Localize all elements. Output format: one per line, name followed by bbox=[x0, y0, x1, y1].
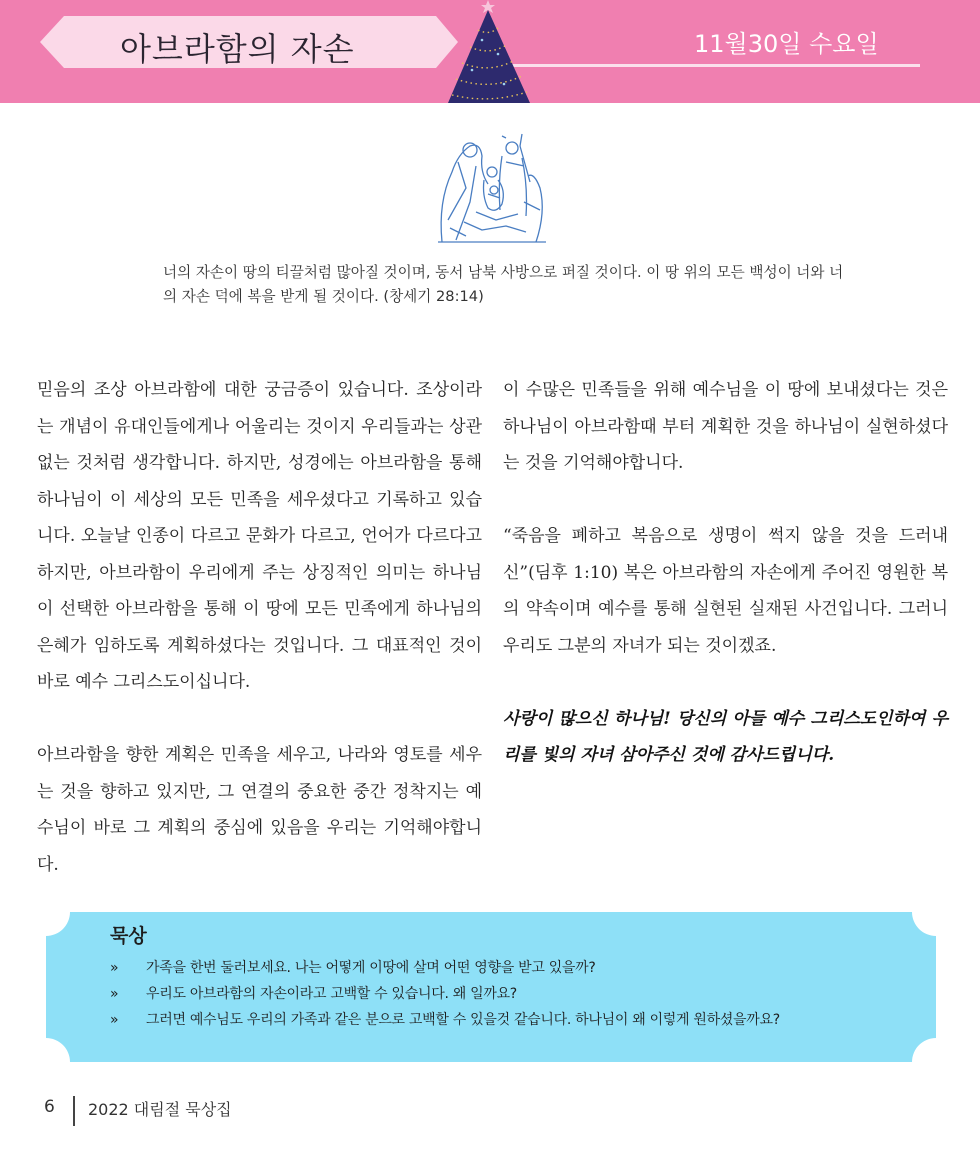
scripture-verse: 너의 자손이 땅의 티끌처럼 많아질 것이며, 동서 남북 사방으로 퍼질 것이다. 이 땅 위의 모든 백성이 너와 너의 자손 덕에 복을 받게 될 것이다. (창세기 28:14) bbox=[163, 264, 844, 305]
bullet-icon: » bbox=[110, 960, 119, 976]
body-paragraph: 이 수많은 민족들을 위해 예수님을 이 땅에 보내셨다는 것은 하나님이 아브라함때 부터 계획한 것을 하나님이 실현하셨다는 것을 기억해야합니다. bbox=[503, 380, 948, 473]
body-right-column bbox=[503, 372, 948, 774]
prayer-text: 사랑이 많으신 하나님! 당신의 아들 예수 그리스도인하여 우리를 빛의 자녀 삼아주신 것에 감사드립니다. bbox=[503, 708, 948, 765]
nativity-icon bbox=[436, 132, 548, 244]
body-paragraph: 아브라함을 향한 계획은 민족을 세우고, 나라와 영토를 세우는 것을 향하고 있지만, 그 연결의 중요한 중간 정착지는 예수님이 바로 그 계획의 중심에 있음을 우리는 기억해야합니다. bbox=[37, 745, 482, 875]
title-tag bbox=[40, 16, 458, 68]
question-text: 그러면 예수님도 우리의 가족과 같은 분으로 고백할 수 있을것 같습니다. 하나님이 왜 이렇게 원하셨을까요? bbox=[146, 1012, 780, 1028]
date-label: 11월30일 수요일 bbox=[694, 30, 879, 58]
body-left-column bbox=[37, 372, 482, 883]
bullet-icon: » bbox=[110, 1012, 119, 1028]
body-paragraph: 믿음의 조상 아브라함에 대한 궁금증이 있습니다. 조상이라는 개념이 유대인들에게나 어울리는 것이지 우리들과는 상관없는 것처럼 생각합니다. 하지만, 성경에는 아브라함을 통해 하나님이 이 세상의 모든 민족을 세우셨다고 기록하고 있습니다. 오늘날 인종이 다르고 문화가 다르고, 언어가 다르다고 하지만, 아브라함이 우리에게 주는 상징적인 의미는 하나님이 선택한 아브라함을 통해 이 땅에 모든 민족에게 하나님의 은혜가 임하도록 계획하셨다는 것입니다. 그 대표적인 것이 바로 예수 그리스도이십니다. bbox=[37, 380, 482, 692]
christmas-tree-icon bbox=[442, 0, 538, 103]
question-text: 가족을 한번 둘러보세요. 나는 어떻게 이땅에 살며 어떤 영향을 받고 있을까? bbox=[146, 960, 596, 976]
meditation-title: 묵상 bbox=[110, 925, 147, 947]
question-text: 우리도 아브라함의 자손이라고 고백할 수 있습니다. 왜 일까요? bbox=[146, 986, 517, 1002]
bullet-icon: » bbox=[110, 986, 119, 1002]
page-title: 아브라함의 자손 bbox=[120, 30, 355, 68]
page-number: 6 bbox=[44, 1097, 55, 1117]
footer-divider bbox=[73, 1096, 75, 1126]
body-paragraph: “죽음을 폐하고 복음으로 생명이 썩지 않을 것을 드러내신”(딤후 1:10) 복은 아브라함의 자손에게 주어진 영원한 복의 약속이며 예수를 통해 실현된 실재된 사건입니다. 그러니 우리도 그분의 자녀가 되는 것이겠죠. bbox=[503, 526, 948, 656]
book-title: 2022 대림절 묵상집 bbox=[88, 1100, 232, 1119]
